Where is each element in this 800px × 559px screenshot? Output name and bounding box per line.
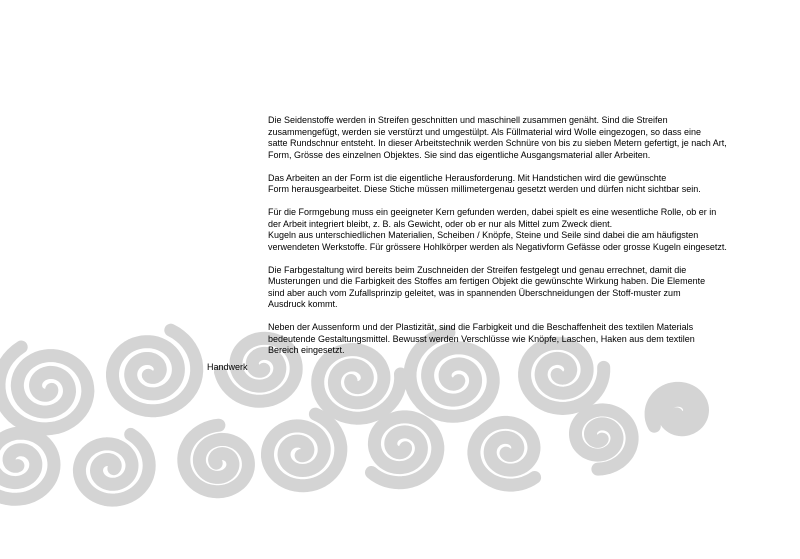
paragraph-5: [268, 322, 798, 357]
text-line: Die Farbgestaltung wird bereits beim Zuschneiden der Streifen festgelegt und genau errechnet, damit die: [268, 264, 687, 275]
body-text: [268, 115, 798, 368]
paragraph-2: [268, 173, 798, 196]
spiral-swirl-icon: [372, 417, 438, 483]
section-label: Handwerk: [207, 362, 248, 372]
spiral-swirl-icon: [268, 414, 341, 486]
paragraph-1: [268, 115, 798, 161]
text-line: Neben der Aussenform und der Plastizität, sind die Farbigkeit und die Beschaffenheit des textilen Materials: [268, 322, 694, 332]
spiral-swirl-icon: [474, 422, 535, 485]
text-line: Die Seidenstoffe werden in Streifen geschnitten und maschinell zusammen genäht. Sind die Streifen: [268, 115, 668, 125]
spiral-swirl-icon: [184, 425, 249, 492]
spiral-swirl-icon: [0, 433, 54, 499]
text-line: Form herausgearbeitet. Diese Stiche müssen millimetergenau gesetzt werden und dürfen nicht sichtbar sein.: [268, 184, 701, 194]
text-line: Kugeln aus unterschiedlichen Materialien, Scheiben / Knöpfe, Steine und Seile sind dabei die am häufigsten: [268, 230, 699, 240]
text-line: Form, Grösse des einzelnen Objektes. Sie sind das eigentliche Ausgangsmaterial aller Arbeiten.: [268, 149, 651, 160]
spiral-swirl-icon: [651, 388, 702, 429]
text-line: Bereich eingesetzt.: [268, 345, 345, 355]
text-line: der Arbeit integriert bleibt, z. B. als Gewicht, oder ob er nur als Mittel zum Zweck dient.: [268, 218, 613, 229]
text-line: verwendeten Werkstoffe. Für grössere Hohlkörper werden als Negativform Gefässe oder grosse Kugeln eingesetzt.: [268, 241, 727, 252]
text-line: Musterungen und die Farbigkeit des Stoffes am fertigen Objekt die gewünschte Wirkung haben. Die Elemente: [268, 276, 706, 286]
paragraph-3: [268, 207, 798, 253]
spiral-swirl-icon: [0, 347, 88, 429]
text-line: Das Arbeiten an der Form ist die eigentliche Herausforderung. Mit Handstichen wird die gewünschte: [268, 172, 667, 183]
spiral-swirl-icon: [79, 434, 149, 500]
text-line: sind aber auch vom Zufallsprinzip geleitet, was in spannenden Überschneidungen der Stoff-muster zum: [268, 287, 681, 298]
text-line: Ausdruck kommt.: [268, 299, 338, 309]
text-line: satte Rundschnur entsteht. In dieser Arbeitstechnik werden Schnüre von bis zu sieben Metern gefertigt, je nach Art,: [268, 138, 727, 148]
spiral-swirl-icon: [576, 410, 633, 469]
text-line: zusammengefügt, werden sie verstürzt und umgestülpt. Als Füllmaterial wird Wolle eingezogen, so dass eine: [268, 126, 702, 137]
text-line: Für die Formgebung muss ein geeigneter Kern gefunden werden, dabei spielt es eine wesentliche Rolle, ob er in: [268, 207, 717, 217]
paragraph-4: [268, 265, 798, 311]
spiral-swirl-icon: [113, 330, 197, 411]
text-line: bedeutende Gestaltungsmittel. Bewusst werden Verschlüsse wie Knöpfe, Laschen, Haken aus dem textilen: [268, 333, 695, 344]
